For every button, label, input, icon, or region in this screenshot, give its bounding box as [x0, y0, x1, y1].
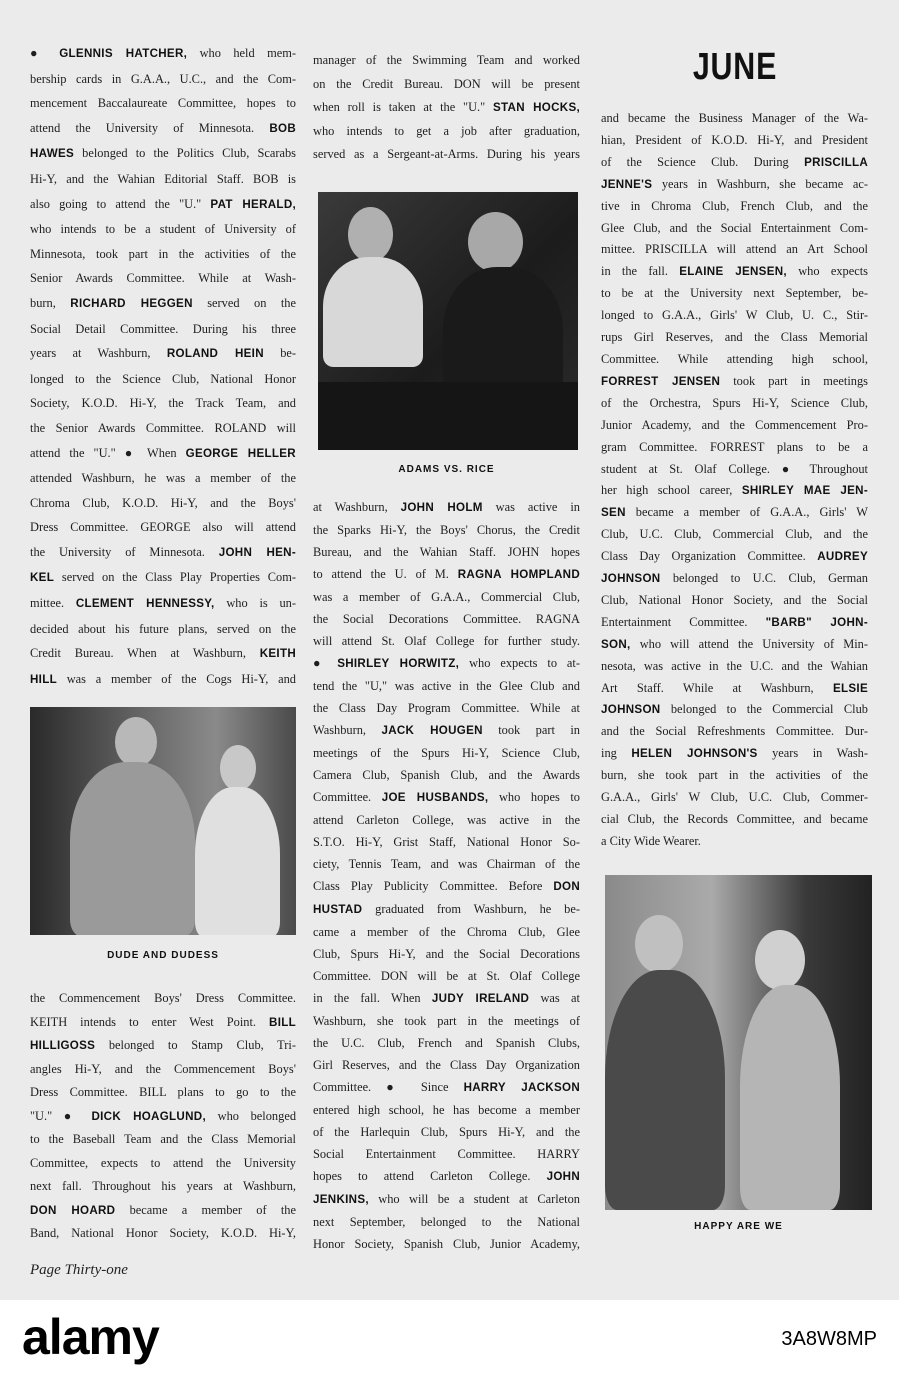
text-line: [313, 943, 580, 965]
text-segment: entered high school, he has become a member: [313, 1103, 580, 1117]
text-segment: Dress Committee. GEORGE also will attend: [30, 520, 296, 535]
text-segment: served on the Class Play Properties Com-: [54, 570, 296, 585]
text-line: [601, 721, 868, 743]
text-line: [30, 266, 296, 291]
text-line: [30, 167, 296, 192]
text-line: [313, 831, 580, 853]
text-segment: to be at the University next September, be-: [601, 286, 868, 301]
student-name: DICK HOAGLUND,: [91, 1109, 206, 1123]
text-line: [313, 965, 580, 987]
text-line: [601, 480, 868, 502]
text-segment: Girl Reserves, and the Class Day Organization: [313, 1058, 580, 1072]
text-line: [30, 67, 296, 92]
student-name: ELSIE: [832, 681, 868, 695]
student-name: SHIRLEY HORWITZ,: [337, 657, 460, 670]
student-name: HILLIGOSS: [30, 1039, 96, 1052]
text-segment: belonged to U.C. Club, German: [660, 571, 868, 586]
student-name: GLENNIS HATCHER,: [59, 47, 188, 60]
text-segment: served on the: [192, 295, 296, 310]
text-line: [313, 1165, 580, 1188]
student-name: JOE HUSBANDS,: [381, 791, 489, 804]
text-line: [30, 491, 296, 516]
text-line: [313, 563, 580, 586]
text-segment: Junior Academy, and the Commencement Pro-: [601, 417, 868, 432]
text-line: [601, 152, 868, 174]
text-segment: was at: [529, 991, 580, 1005]
column-2-bottom-text: [313, 496, 580, 1255]
text-segment: will attend St. Olaf College for further study.: [313, 634, 580, 648]
text-segment: manager of the Swimming Team and worked: [313, 53, 580, 67]
photo-adams-vs-rice: [318, 192, 578, 450]
photo-caption: HAPPY ARE WE: [694, 1221, 783, 1232]
text-line: [30, 341, 296, 367]
student-name: "BARB" JOHN-: [765, 615, 868, 629]
text-segment: Honor Society, Spanish Club, Junior Academy,: [313, 1237, 580, 1251]
text-segment: and the Social Refreshments Committee. Dur-: [601, 724, 868, 739]
text-line: [601, 634, 868, 656]
text-line: [30, 1199, 296, 1223]
text-segment: Committee. DON will be at St. Olaf College: [313, 969, 580, 983]
text-line: [313, 541, 580, 563]
text-segment: next September, belonged to the National: [313, 1215, 580, 1229]
text-line: [601, 831, 868, 853]
student-name: JENKINS,: [313, 1193, 369, 1206]
student-name: PAT HERALD,: [210, 197, 297, 211]
text-line: [313, 608, 580, 630]
text-line: [313, 1076, 580, 1099]
text-line: [30, 1058, 296, 1082]
student-name: DON: [553, 880, 580, 893]
student-name: KEITH: [259, 647, 296, 661]
text-line: [30, 141, 296, 167]
text-segment: decided about his future plans, served on the: [30, 621, 296, 636]
text-line: [313, 1121, 580, 1143]
column-2-top-text: [313, 49, 580, 167]
text-segment: when roll is taken at the "U.": [313, 100, 493, 114]
text-segment: tive in Chroma Club, French Club, and the: [601, 198, 868, 213]
text-segment: be-: [263, 346, 297, 361]
text-segment: Washburn,: [313, 723, 382, 737]
text-segment: angles Hi-Y, and the Commencement Boys': [30, 1061, 296, 1076]
text-segment: hian, President of K.O.D. Hi-Y, and President: [601, 132, 868, 147]
text-segment: Committee. While attending high school,: [601, 351, 868, 366]
text-segment: the University of Minnesota.: [30, 544, 219, 559]
text-line: [601, 108, 868, 130]
text-segment: belonged to the Commercial Club: [660, 702, 868, 717]
student-name: JOHN HEN-: [218, 545, 296, 559]
text-segment: Washburn, she took part in the meetings of: [313, 1014, 580, 1028]
text-segment: was a member of G.A.A., Commercial Club,: [313, 590, 580, 604]
text-line: [30, 1128, 296, 1152]
text-line: [313, 853, 580, 875]
text-segment: next fall. Throughout his years at Washburn,: [30, 1179, 296, 1193]
student-name: ROLAND HEIN: [166, 347, 264, 361]
month-heading: JUNE: [692, 46, 778, 88]
text-segment: Credit Bureau. When at Washburn,: [30, 646, 260, 661]
text-line: [30, 987, 296, 1011]
text-line: [313, 73, 580, 97]
text-segment: Glee Club, and the Social Entertainment Com-: [601, 220, 868, 235]
text-segment: came a member of the Chroma Club, Glee: [313, 925, 580, 939]
text-segment: on the Credit Bureau. DON will be present: [313, 76, 580, 91]
text-segment: attended Washburn, he was a member of the: [30, 471, 296, 486]
text-line: [30, 91, 296, 116]
text-line: [313, 1188, 580, 1211]
text-segment: who expects: [786, 264, 868, 279]
text-segment: mittee. PRISCILLA will attend an Art School: [601, 242, 868, 257]
student-name: BOB: [269, 121, 296, 135]
text-segment: became a member of the: [115, 1202, 297, 1217]
text-line: [30, 391, 296, 416]
text-segment: who intends to be a student of University of: [30, 222, 296, 237]
text-line: [313, 987, 580, 1010]
student-name: KEL: [30, 571, 55, 585]
text-line: [601, 196, 868, 218]
text-segment: G.A.A., Girls' W Club, U.C. Club, Commer-: [601, 790, 868, 805]
text-segment: the Commencement Boys' Dress Committee.: [30, 991, 296, 1005]
text-line: [601, 612, 868, 634]
text-line: [601, 174, 868, 196]
text-line: [601, 239, 868, 261]
student-name: HUSTAD: [313, 903, 363, 916]
text-segment: Social Detail Committee. During his three: [30, 321, 296, 336]
text-line: [313, 120, 580, 144]
text-line: [601, 218, 868, 240]
text-segment: who hopes to: [488, 790, 580, 804]
text-line: [30, 515, 296, 540]
text-line: [30, 1105, 296, 1129]
text-segment: in the fall.: [601, 264, 680, 279]
text-segment: a City Wide Wearer.: [601, 833, 701, 848]
text-line: [601, 283, 868, 305]
text-segment: Club, National Honor Society, and the Social: [601, 592, 868, 607]
text-segment: Minnesota, took part in the activities of the: [30, 246, 296, 261]
text-segment: ●: [313, 656, 338, 670]
column-3-text: [601, 108, 868, 853]
text-line: [601, 327, 868, 349]
text-segment: to attend the U. of M.: [313, 567, 458, 581]
text-line: [30, 591, 296, 617]
text-line: [313, 697, 580, 719]
text-segment: ciety, Tennis Team, and was Chairman of the: [313, 857, 580, 871]
text-line: [601, 349, 868, 371]
text-segment: the Class Day Program Committee. While at: [313, 701, 580, 715]
text-line: [601, 415, 868, 437]
text-segment: was active in: [482, 500, 580, 514]
text-segment: years at Washburn,: [30, 346, 167, 361]
text-segment: meetings of the Spurs Hi-Y, Science Club,: [313, 746, 580, 760]
student-name: SHIRLEY MAE JEN-: [741, 484, 868, 498]
text-segment: in the fall. When: [313, 991, 432, 1005]
text-line: [313, 1143, 580, 1165]
text-segment: Club, U.C. Club, Commercial Club, and the: [601, 527, 868, 542]
text-segment: the U.C. Club, French and Spanish Clubs,: [313, 1036, 580, 1050]
student-name: STAN HOCKS,: [492, 101, 580, 114]
student-name: SEN: [601, 506, 626, 520]
text-line: [30, 1222, 296, 1246]
student-name: HILL: [30, 672, 57, 686]
text-segment: ing: [601, 746, 632, 761]
text-segment: who will attend the University of Min-: [630, 636, 868, 651]
text-segment: gram Committee. FORREST plans to be a: [601, 439, 868, 454]
text-line: [601, 678, 868, 700]
text-segment: took part in meetings: [720, 373, 868, 388]
student-name: HAWES: [30, 147, 75, 161]
text-segment: took part in: [482, 723, 580, 737]
text-line: [313, 764, 580, 786]
text-line: [313, 1032, 580, 1054]
text-line: [601, 743, 868, 765]
text-segment: S.T.O. Hi-Y, Grist Staff, National Honor So-: [313, 835, 580, 849]
text-segment: cial Club, the Records Committee, and became: [601, 812, 868, 826]
student-name: BILL: [269, 1015, 296, 1029]
text-line: [30, 192, 296, 218]
text-line: [313, 1054, 580, 1076]
text-line: [313, 875, 580, 898]
text-segment: who intends to get a job after graduation,: [313, 123, 580, 138]
text-line: [30, 667, 296, 693]
photo-caption: DUDE AND DUDESS: [107, 950, 219, 961]
text-line: [30, 540, 296, 566]
text-segment: of the Orchestra, Spurs Hi-Y, Science Club,: [601, 395, 868, 410]
text-line: [313, 809, 580, 831]
text-line: [30, 565, 296, 591]
text-segment: belonged to Stamp Club, Tri-: [95, 1038, 296, 1052]
text-line: [313, 1211, 580, 1233]
text-segment: the Social Decorations Committee. RAGNA: [313, 612, 580, 626]
photo-happy-are-we: [605, 875, 872, 1210]
text-line: [313, 496, 580, 519]
watermark-image-id: 3A8W8MP: [781, 1328, 877, 1350]
text-segment: nesota, was active in the U.C. and the Wahian: [601, 658, 868, 673]
student-name: HARRY JACKSON: [463, 1081, 580, 1094]
text-segment: the Sparks Hi-Y, the Boys' Chorus, the Credit: [313, 523, 580, 537]
text-line: [30, 116, 296, 142]
text-line: [313, 898, 580, 921]
text-line: [601, 437, 868, 459]
column-1-top-text: [30, 41, 296, 692]
text-line: [313, 1010, 580, 1032]
text-line: [313, 652, 580, 675]
text-segment: bership cards in G.A.A., U.C., and the Com-: [30, 71, 296, 86]
text-line: [313, 49, 580, 73]
photo-dude-and-dudess: [30, 707, 296, 935]
student-name: RICHARD HEGGEN: [70, 296, 193, 310]
text-segment: who expects to at-: [459, 656, 580, 670]
text-line: [313, 1233, 580, 1255]
text-line: [601, 809, 868, 831]
text-segment: Society, K.O.D. Hi-Y, the Track Team, and: [30, 396, 296, 411]
text-segment: who held mem-: [187, 46, 296, 60]
text-segment: Social Entertainment Committee. HARRY: [313, 1147, 580, 1161]
text-segment: attend the "U." ● When: [30, 445, 186, 460]
text-segment: longed to G.A.A., Girls' W Club, U. C., Stir-: [601, 308, 868, 323]
text-segment: hopes to attend Carleton College.: [313, 1169, 547, 1183]
text-line: [313, 143, 580, 167]
student-name: JUDY IRELAND: [431, 992, 530, 1005]
photo-caption: ADAMS VS. RICE: [398, 464, 495, 475]
student-name: GEORGE HELLER: [185, 446, 296, 460]
student-name: ELAINE JENSEN,: [679, 265, 787, 279]
text-segment: was a member of the Cogs Hi-Y, and: [56, 671, 296, 686]
text-segment: Club, Spurs Hi-Y, and the Social Decorations: [313, 947, 580, 961]
text-line: [601, 524, 868, 546]
text-segment: who belonged: [205, 1108, 297, 1123]
text-segment: who will be a student at Carleton: [368, 1192, 580, 1206]
text-segment: "U." ●: [30, 1108, 92, 1123]
text-segment: Class Day Organization Committee.: [601, 549, 818, 564]
page-number: Page Thirty-one: [30, 1262, 128, 1278]
text-segment: of the Science Club. During: [601, 154, 805, 169]
text-line: [30, 1034, 296, 1058]
student-name: PRISCILLA: [804, 155, 868, 169]
text-line: [313, 96, 580, 120]
text-segment: Dress Committee. BILL plans to go to the: [30, 1085, 296, 1099]
text-segment: Class Play Publicity Committee. Before: [313, 879, 554, 893]
student-name: RAGNA HOMPLAND: [457, 568, 581, 581]
text-segment: burn,: [30, 295, 71, 310]
text-line: [601, 371, 868, 393]
text-segment: Chroma Club, K.O.D. Hi-Y, and the Boys': [30, 495, 296, 510]
text-segment: mittee.: [30, 596, 76, 611]
text-line: [601, 656, 868, 678]
text-line: [30, 1011, 296, 1035]
student-name: SON,: [601, 637, 631, 651]
text-line: [601, 502, 868, 524]
text-line: [30, 416, 296, 441]
student-name: DON HOARD: [30, 1203, 116, 1217]
student-name: JENNE'S: [601, 177, 653, 191]
watermark-logo: alamy: [22, 1309, 159, 1365]
student-name: CLEMENT HENNESSY,: [75, 597, 215, 611]
text-segment: student at St. Olaf College. ● Throughout: [601, 461, 868, 476]
text-segment: served as a Sergeant-at-Arms. During his years: [313, 147, 580, 161]
text-line: [601, 699, 868, 721]
text-segment: at Washburn,: [313, 500, 401, 514]
text-segment: ●: [30, 46, 60, 60]
text-segment: her high school career,: [601, 483, 742, 498]
text-line: [313, 675, 580, 697]
text-segment: Art Staff. While at Washburn,: [601, 680, 833, 695]
text-segment: also going to attend the "U.": [30, 196, 211, 211]
text-segment: KEITH intends to enter West Point.: [30, 1014, 270, 1029]
text-segment: Committee.: [313, 790, 382, 804]
text-segment: Entertainment Committee.: [601, 614, 766, 629]
text-segment: years in Washburn, she became ac-: [652, 176, 868, 191]
text-line: [30, 1152, 296, 1176]
text-line: [30, 242, 296, 267]
text-segment: belonged to the Politics Club, Scarabs: [74, 146, 296, 161]
text-segment: of the Harlequin Club, Spurs Hi-Y, and the: [313, 1125, 580, 1139]
text-line: [30, 367, 296, 392]
text-line: [313, 586, 580, 608]
text-segment: attend Carleton College, was active in the: [313, 813, 580, 827]
text-segment: burn, she took part in the activities of the: [601, 768, 868, 783]
text-line: [601, 459, 868, 481]
text-line: [30, 641, 296, 667]
text-line: [30, 291, 296, 317]
text-line: [313, 742, 580, 764]
student-name: JOHN HOLM: [400, 501, 483, 514]
text-line: [601, 546, 868, 568]
text-line: [601, 765, 868, 787]
student-name: JOHNSON: [601, 703, 661, 717]
text-segment: who is un-: [214, 596, 296, 611]
text-segment: to the Baseball Team and the Class Memorial: [30, 1132, 296, 1146]
text-segment: Committee, expects to attend the University: [30, 1155, 296, 1170]
text-segment: became a member of G.A.A., Girls' W: [625, 505, 868, 520]
text-segment: years in Wash-: [757, 746, 868, 761]
text-segment: Senior Awards Committee. While at Wash-: [30, 271, 296, 286]
text-segment: Hi-Y, and the Wahian Editorial Staff. BOB is: [30, 171, 296, 186]
text-line: [30, 317, 296, 342]
text-line: [313, 786, 580, 809]
text-line: [601, 305, 868, 327]
text-line: [313, 630, 580, 652]
text-line: [30, 617, 296, 642]
text-segment: the Senior Awards Committee. ROLAND will: [30, 420, 296, 435]
text-line: [30, 217, 296, 242]
text-line: [313, 519, 580, 541]
text-line: [30, 466, 296, 491]
text-line: [601, 130, 868, 152]
text-segment: Camera Club, Spanish Club, and the Awards: [313, 768, 580, 782]
text-segment: tend the "U," was active in the Glee Club and: [313, 679, 580, 693]
text-segment: Committee. ● Since: [313, 1080, 464, 1094]
student-name: JACK HOUGEN: [381, 724, 483, 737]
student-name: JOHNSON: [601, 572, 661, 586]
text-line: [601, 568, 868, 590]
student-name: FORREST JENSEN: [601, 374, 721, 388]
text-line: [30, 41, 296, 67]
text-line: [313, 719, 580, 742]
text-line: [601, 261, 868, 283]
text-segment: attend the University of Minnesota.: [30, 120, 270, 135]
text-line: [313, 1099, 580, 1121]
text-line: [601, 393, 868, 415]
text-segment: graduated from Washburn, he be-: [362, 902, 580, 916]
text-line: [30, 1175, 296, 1199]
text-segment: Bureau, and the Wahian Staff. JOHN hopes: [313, 545, 580, 559]
text-segment: longed to the Science Club, National Honor: [30, 371, 296, 386]
student-name: JOHN: [546, 1170, 580, 1183]
text-line: [601, 590, 868, 612]
text-segment: rups Girl Reserves, and the Class Memorial: [601, 330, 868, 345]
text-segment: mencement Baccalaureate Committee, hopes to: [30, 96, 296, 111]
text-line: [313, 921, 580, 943]
text-segment: Band, National Honor Society, K.O.D. Hi-Y,: [30, 1226, 296, 1240]
text-line: [30, 1081, 296, 1105]
column-1-bottom-text: [30, 987, 296, 1246]
text-line: [30, 441, 296, 467]
text-line: [601, 787, 868, 809]
student-name: HELEN JOHNSON'S: [631, 747, 758, 761]
student-name: AUDREY: [817, 550, 868, 564]
text-segment: and became the Business Manager of the Wa-: [601, 111, 868, 125]
